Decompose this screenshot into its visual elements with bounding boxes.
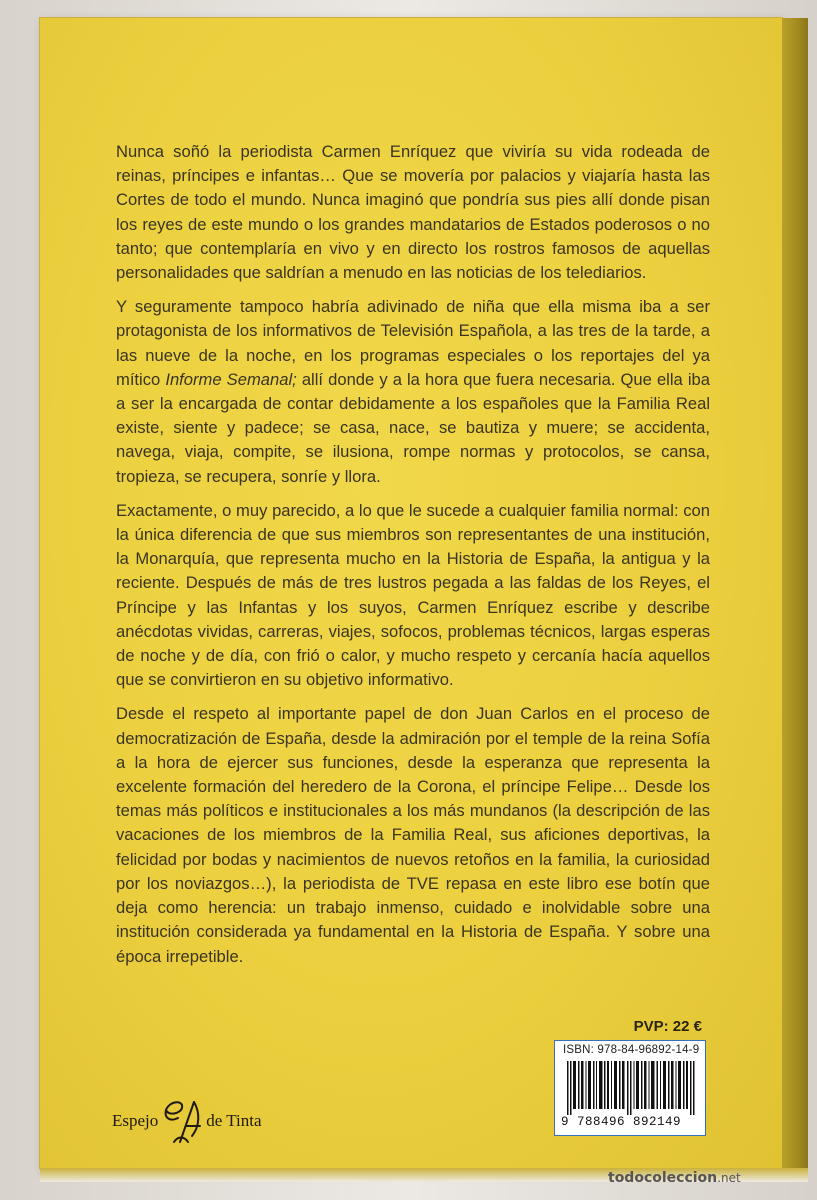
price-label: PVP: 22 € [633, 1018, 702, 1035]
publisher-name-left: Espejo [112, 1111, 159, 1130]
blurb-paragraph-2 [116, 295, 710, 489]
barcode-digits: 9 788496 892149 [561, 1115, 682, 1129]
back-cover-blurb [116, 140, 710, 979]
publisher-name-right: de Tinta [206, 1111, 262, 1130]
watermark-suffix: .net [717, 1171, 741, 1185]
blurb-paragraph-3: Exactamente, o muy parecido, a lo que le sucede a cualquier familia normal: con la única diferencia de que sus miembros son representantes de una institución, la Monarquía, que representa mucho en la Historia de España, la antigua y la reciente. Después de más de tres lustros pegada a las faldas de los Reyes, el Príncipe y las Infantas y los suyos, Carmen Enríquez escribe y describe anécdotas vividas, carreras, viajes, sofocos, problemas técnicos, largas esperas de noche y de día, con frió o calor, y mucho respeto y cercanía hacía aquellos que se convirtieron en su objetivo informativo. [116, 500, 710, 690]
blurb-paragraph-2-start: Y seguramente tampoco habría adivinado de niña que ella misma iba a ser protagonista de los informativos de Televisión Española, a las tres de la tarde, a las nueve de la noche, en los programas especiales o los reportajes del ya mítico [116, 297, 710, 389]
barcode-bars [567, 1061, 695, 1115]
barcode-sticker [554, 1040, 706, 1136]
blurb-paragraph-2-end: allí donde y a la hora que fuera necesaria. Que ella iba a ser la encargada de contar debidamente a los españoles que la Familia Real existe, siente y padece; se casa, nace, se bautiza y muere; se accidenta, navega, viaja, compite, se ilusiona, rompe normas y protocolos, se cansa, tropieza, se recupera, sonríe y llora. [116, 369, 710, 486]
program-title: Informe Semanal; [165, 369, 297, 389]
isbn-label: ISBN: 978-84-96892-14-9 [563, 1044, 700, 1056]
watermark-name: todocoleccion [608, 1170, 718, 1186]
blurb-paragraph-4: Desde el respeto al importante papel de don Juan Carlos en el proceso de democratización de España, desde la admiración por el temple de la reina Sofía a la hora de ejercer sus funciones, desde la esperanza que representa la excelente formación del heredero de la Corona, el príncipe Felipe… Desde los temas más políticos e institucionales a los más mundanos (la descripción de las vacaciones de los miembros de la Familia Real, sus aficiones deportivas, la felicidad por bodas y nacimientos de nuevos retoños en la familia, la curiosidad por los noviazgos…), la periodista de TVE repasa en este libro ese botín que deja como herencia: un trabajo inmenso, cuidado e inolvidable sobre una institución considerada ya fundamental en la Historia de España. Y sobre una época irrepetible. [116, 704, 710, 966]
blurb-paragraph-1: Nunca soñó la periodista Carmen Enríquez que viviría su vida rodeada de reinas, príncipes e infantas… Que se movería por palacios y viajaría hasta las Cortes de todo el mundo. Nunca imaginó que pondría sus pies allí donde pisan los reyes de este mundo o los grandes mandatarios de Estados poderosos o no tanto; que contemplaría en vivo y en directo los rostros famosos de aquellas personalidades que saldrían a menudo en las noticias de los telediarios. [116, 142, 710, 283]
publisher-logo [112, 1096, 262, 1146]
ed-monogram-icon [160, 1096, 204, 1146]
site-watermark [608, 1170, 741, 1186]
book-spine [782, 18, 808, 1168]
